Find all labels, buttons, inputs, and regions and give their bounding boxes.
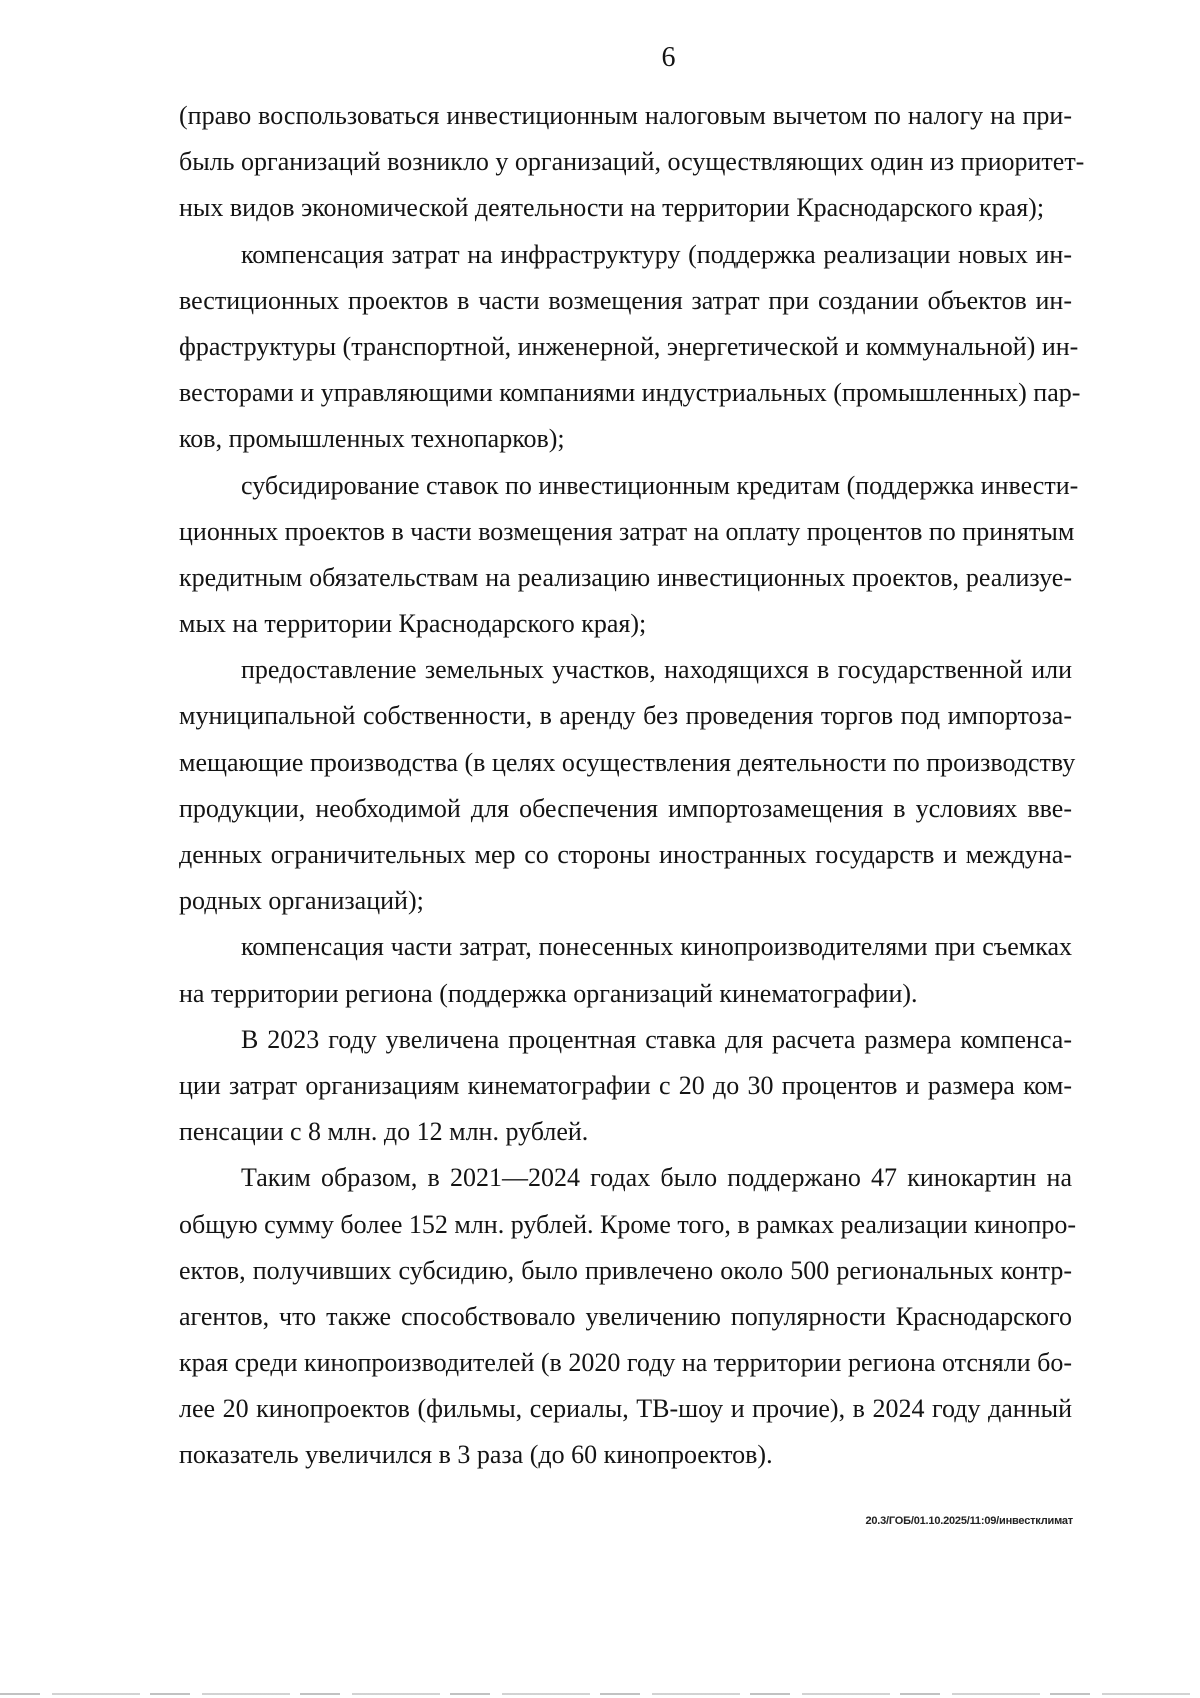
text-line: ектов, получивших субсидию, было привлечено около 500 региональных контр- <box>179 1255 1072 1285</box>
scan-edge-line <box>0 1693 1200 1695</box>
text-line: субсидирование ставок по инвестиционным кредитам (поддержка инвести- <box>241 470 1079 500</box>
paragraph <box>179 93 1085 232</box>
text-line: В 2023 году увеличена процентная ставка для расчета размера компенса- <box>241 1024 1072 1054</box>
text-line: ков, промышленных технопарков); <box>179 424 565 454</box>
text-line: продукции, необходимой для обеспечения импортозамещения в условиях вве- <box>179 793 1072 823</box>
text-line: мых на территории Краснодарского края); <box>179 609 647 639</box>
text-line: предоставление земельных участков, находящихся в государственной или <box>241 655 1072 685</box>
paragraph <box>179 463 1079 648</box>
text-line: мещающие производства (в целях осуществления деятельности по производству <box>179 747 1076 777</box>
text-line: весторами и управляющими компаниями индустриальных (промышленных) пар- <box>179 378 1081 408</box>
text-line: ционных проектов в части возмещения затрат на оплату процентов по принятым <box>179 516 1075 546</box>
text-line: (право воспользоваться инвестиционным налоговым вычетом по налогу на при- <box>179 101 1072 130</box>
page-number: 6 <box>661 42 676 73</box>
text-line: края среди кинопроизводителей (в 2020 году на территории региона отсняли бо- <box>179 1348 1073 1378</box>
paragraph <box>179 924 1072 1016</box>
text-line: на территории региона (поддержка организаций кинематографии). <box>179 978 918 1008</box>
text-line: ных видов экономической деятельности на территории Краснодарского края); <box>179 193 1045 223</box>
text-line: денных ограничительных мер со стороны иностранных государств и междуна- <box>179 840 1072 869</box>
text-line: агентов, что также способствовало увеличению популярности Краснодарского <box>179 1301 1072 1331</box>
paragraph <box>179 647 1076 924</box>
document-body <box>179 93 1085 1479</box>
text-line: компенсация затрат на инфраструктуру (поддержка реализации новых ин- <box>241 239 1072 269</box>
text-line: показатель увеличился в 3 раза (до 60 кинопроектов). <box>179 1440 773 1470</box>
paragraph <box>179 1017 1072 1156</box>
text-line: кредитным обязательствам на реализацию инвестиционных проектов, реализуе- <box>179 562 1072 592</box>
text-line: лее 20 кинопроектов (фильмы, сериалы, ТВ-шоу и прочие), в 2024 году данный <box>179 1394 1072 1424</box>
text-line: общую сумму более 152 млн. рублей. Кроме того, в рамках реализации кинопро- <box>179 1209 1077 1239</box>
paragraph <box>179 232 1081 463</box>
text-line: родных организаций); <box>179 886 424 916</box>
text-line: быль организаций возникло у организаций, осуществляющих один из приоритет- <box>179 147 1085 177</box>
text-line: пенсации с 8 млн. до 12 млн. рублей. <box>179 1117 589 1147</box>
text-line: Таким образом, в 2021—2024 годах было поддержано 47 кинокартин на <box>241 1163 1072 1193</box>
text-line: муниципальной собственности, в аренду без проведения торгов под импортоза- <box>179 701 1072 731</box>
text-line: фраструктуры (транспортной, инженерной, энергетической и коммунальной) ин- <box>179 331 1079 361</box>
text-line: компенсация части затрат, понесенных кинопроизводителями при съемках <box>241 932 1072 962</box>
text-line: ции затрат организациям кинематографии с 20 до 30 процентов и размера ком- <box>179 1070 1072 1100</box>
text-line: вестиционных проектов в части возмещения затрат при создании объектов ин- <box>179 285 1072 315</box>
paragraph <box>179 1155 1077 1478</box>
footer-stamp: 20.3/ГОБ/01.10.2025/11:09/инвестклимат <box>865 1515 1073 1527</box>
